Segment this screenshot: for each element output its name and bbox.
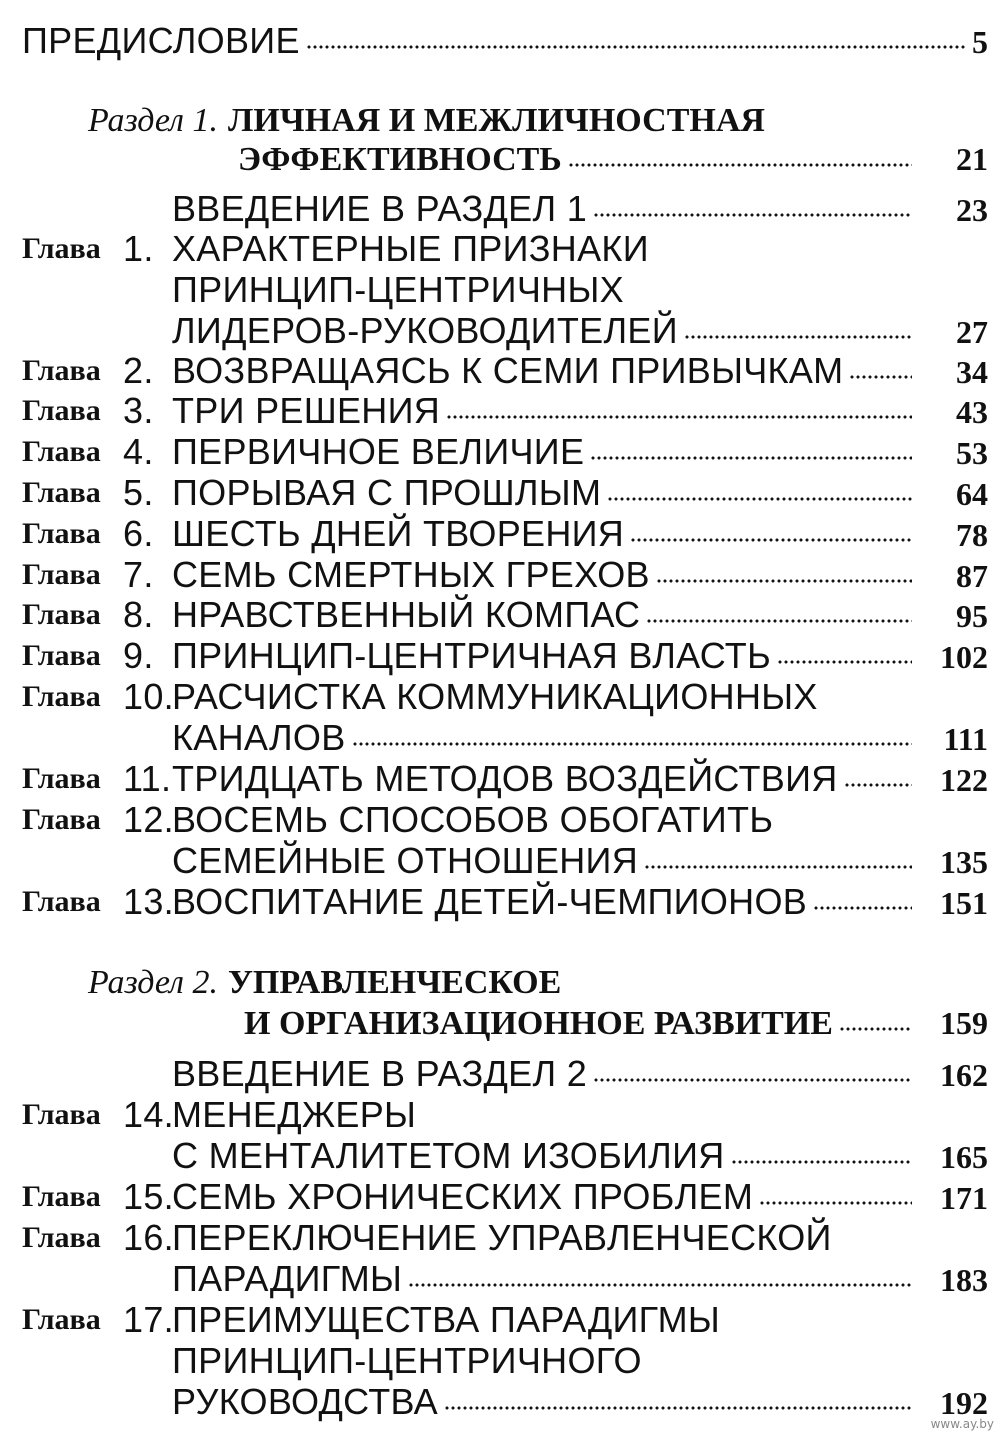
toc-entry-chapter-7 [0,554,1000,596]
toc-entry-chapter-11 [0,758,1000,800]
entry-title: ПРИНЦИП-ЦЕНТРИЧНЫХ [172,269,624,310]
chapter-number: 16. [123,1217,174,1258]
dot-leader [656,578,912,584]
chapter-label: Глава [22,232,101,265]
chapter-number: 11. [123,758,172,799]
chapter-number: 4. [123,431,154,472]
page-number: 192 [940,1385,988,1421]
dot-leader [446,414,912,420]
dot-leader [849,374,912,380]
dot-leader [684,334,912,340]
entry-title: СЕМЕЙНЫЕ ОТНОШЕНИЯ [172,840,639,881]
dot-leader [813,905,912,911]
chapter-label: Глава [22,435,101,468]
dot-leader [759,1200,912,1206]
toc-entry-chapter-10 [0,676,1000,718]
chapter-label: Глава [22,558,101,591]
dot-leader [646,618,912,624]
dot-leader [607,496,912,502]
dot-leader [731,1159,912,1165]
entry-title: ПРИНЦИП-ЦЕНТРИЧНОГО [172,1340,642,1381]
section-heading [0,962,1000,1004]
dot-leader [844,782,912,788]
toc-entry-chapter-6 [0,513,1000,555]
toc-entry-chapter-8 [0,594,1000,636]
chapter-label: Глава [22,885,101,918]
toc-entry-chapter-16 [0,1217,1000,1259]
entry-title: ВОСЕМЬ СПОСОБОВ ОБОГАТИТЬ [172,799,774,840]
chapter-label: Глава [22,803,101,836]
page-number: 34 [956,354,988,390]
entry-title: КАНАЛОВ [172,717,346,758]
page-number: 162 [940,1057,988,1093]
dot-leader [444,1405,912,1411]
dot-leader [408,1282,912,1288]
chapter-label: Глава [22,1180,101,1213]
toc-entry-continuation [0,1135,1000,1177]
toc-entry-chapter-4 [0,431,1000,473]
toc-entry-continuation [0,1381,1000,1423]
toc-entry-continuation [0,717,1000,759]
chapter-label: Глава [22,394,101,427]
entry-title: СЕМЬ ХРОНИЧЕСКИХ ПРОБЛЕМ [172,1176,754,1217]
section-title: ЛИЧНАЯ И МЕЖЛИЧНОСТНАЯ [227,102,765,139]
chapter-label: Глава [22,1098,101,1131]
entry-title: ПРЕИМУЩЕСТВА ПАРАДИГМЫ [172,1299,721,1340]
chapter-label: Глава [22,639,101,672]
chapter-number: 1. [123,228,154,269]
page-number: 183 [940,1262,988,1298]
chapter-number: 17. [123,1299,174,1340]
entry-title: ТРИ РЕШЕНИЯ [172,390,441,431]
chapter-label: Глава [22,517,101,550]
toc-entry-continuation [0,1340,1000,1382]
chapter-number: 10. [123,676,174,717]
toc-entry-preface [0,20,1000,62]
toc-entry-chapter-5 [0,472,1000,514]
chapter-label: Глава [22,354,101,387]
section-heading [0,100,1000,142]
chapter-number: 6. [123,513,154,554]
entry-title: ВВЕДЕНИЕ В РАЗДЕЛ 1 [172,188,588,229]
chapter-number: 2. [123,350,154,391]
section-title: И ОРГАНИЗАЦИОННОЕ РАЗВИТИЕ [244,1005,833,1042]
page-number: 21 [956,141,988,177]
entry-title: ШЕСТЬ ДНЕЙ ТВОРЕНИЯ [172,513,625,554]
page-number: 159 [940,1005,988,1041]
page-number: 165 [940,1139,988,1175]
entry-title: РАСЧИСТКА КОММУНИКАЦИОННЫХ [172,676,818,717]
section-title: УПРАВЛЕНЧЕСКОЕ [227,964,562,1001]
toc-entry-chapter-2 [0,350,1000,392]
toc-entry-section-2 [0,1002,1000,1044]
page-number: 43 [956,394,988,430]
chapter-label: Глава [22,598,101,631]
toc-entry-continuation [0,269,1000,311]
entry-title: НРАВСТВЕННЫЙ КОМПАС [172,594,641,635]
entry-title: МЕНЕДЖЕРЫ [172,1094,417,1135]
toc-entry-chapter-15 [0,1176,1000,1218]
chapter-number: 5. [123,472,154,513]
page-number: 111 [943,721,988,757]
toc-entry-intro-1 [0,188,1000,230]
entry-title: ВОСПИТАНИЕ ДЕТЕЙ-ЧЕМПИОНОВ [172,881,808,922]
page-number: 95 [956,598,988,634]
watermark: www.ay.by [930,1417,994,1431]
entry-title: РУКОВОДСТВА [172,1381,438,1422]
page-number: 122 [940,762,988,798]
entry-title: ПОРЫВАЯ С ПРОШЛЫМ [172,472,602,513]
entry-title: ЛИДЕРОВ-РУКОВОДИТЕЛЕЙ [172,310,678,351]
dot-leader [644,864,912,870]
section-title: ЭФФЕКТИВНОСТЬ [238,141,562,178]
toc-entry-chapter-17 [0,1299,1000,1341]
page-number: 135 [940,844,988,880]
chapter-label: Глава [22,1221,101,1254]
toc-entry-section-1 [0,138,1000,180]
dot-leader [593,1077,912,1083]
toc-entry-chapter-1 [0,228,1000,270]
chapter-label: Глава [22,762,101,795]
section-prefix: Раздел 2. [88,964,218,1001]
chapter-number: 8. [123,594,154,635]
toc-entry-intro-2 [0,1053,1000,1095]
toc-entry-continuation [0,1258,1000,1300]
chapter-label: Глава [22,476,101,509]
page-number: 23 [956,192,988,228]
chapter-number: 9. [123,635,154,676]
page-number: 64 [956,476,988,512]
page-number: 27 [956,314,988,350]
dot-leader [306,44,966,50]
dot-leader [590,455,912,461]
chapter-number: 14. [123,1094,174,1135]
entry-title: ПРЕДИСЛОВИЕ [22,20,300,61]
entry-title: С МЕНТАЛИТЕТОМ ИЗОБИЛИЯ [172,1135,725,1176]
page-number: 5 [972,24,988,60]
chapter-number: 3. [123,390,154,431]
chapter-number: 12. [123,799,174,840]
dot-leader [352,741,912,747]
toc-entry-chapter-3 [0,390,1000,432]
chapter-label: Глава [22,680,101,713]
page-number: 102 [940,639,988,675]
chapter-label: Глава [22,1303,101,1336]
toc-entry-chapter-14 [0,1094,1000,1136]
dot-leader [777,659,912,665]
dot-leader [593,212,912,218]
page-number: 53 [956,435,988,471]
toc-entry-chapter-12 [0,799,1000,841]
chapter-number: 7. [123,554,154,595]
toc-entry-continuation [0,310,1000,352]
chapter-number: 13. [123,881,174,922]
entry-title: ПРИНЦИП-ЦЕНТРИЧНАЯ ВЛАСТЬ [172,635,772,676]
toc-entry-chapter-13 [0,881,1000,923]
page-number: 78 [956,517,988,553]
page-number: 87 [956,558,988,594]
page-number: 151 [940,885,988,921]
entry-title: СЕМЬ СМЕРТНЫХ ГРЕХОВ [172,554,650,595]
page-number: 171 [940,1180,988,1216]
entry-title: ПАРАДИГМЫ [172,1258,403,1299]
entry-title: ПЕРЕКЛЮЧЕНИЕ УПРАВЛЕНЧЕСКОЙ [172,1217,832,1258]
dot-leader [630,537,912,543]
entry-title: ВВЕДЕНИЕ В РАЗДЕЛ 2 [172,1053,588,1094]
entry-title: ВОЗВРАЩАЯСЬ К СЕМИ ПРИВЫЧКАМ [172,350,844,391]
dot-leader [568,162,912,168]
chapter-number: 15. [123,1176,174,1217]
toc-entry-chapter-9 [0,635,1000,677]
entry-title: ТРИДЦАТЬ МЕТОДОВ ВОЗДЕЙСТВИЯ [172,758,838,799]
dot-leader [839,1026,912,1032]
section-prefix: Раздел 1. [88,102,218,139]
entry-title: ХАРАКТЕРНЫЕ ПРИЗНАКИ [172,228,649,269]
entry-title: ПЕРВИЧНОЕ ВЕЛИЧИЕ [172,431,585,472]
toc-entry-continuation [0,840,1000,882]
